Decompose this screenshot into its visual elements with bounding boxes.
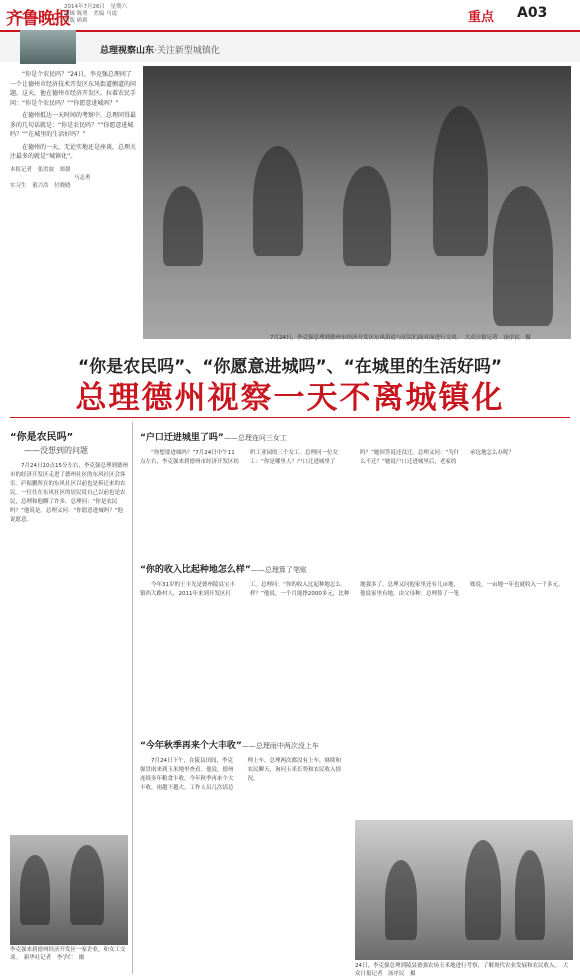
story-body: 7月24日10点15分左右，李克强总理到德州市的经济开发区走进了德州社区的东风社区会客室。庐振鹏所在的东风社区以前也是拆迁来的农民。一位住在东风社区的居民说自己以前也是农民，总理和他聊了许多。总理问：“你是农民吗？”他说是。总理又问：“你愿意进城吗？”他说愿意。: [10, 463, 128, 523]
story-title-text: “今年秋季再来个大丰收”: [140, 741, 242, 751]
field-photo: [355, 820, 573, 960]
issue-date: 2014年7月26日 星期六: [64, 4, 127, 10]
field-photo-caption: 24日，李克强总理到陵县德强农场玉米地进行考察，了解现代农业发展和农民收入。 大众日报记者 汤序民 摄: [355, 963, 569, 977]
story-body: “你想要进城吗？”7月24日中午11点左右，李克强来到德州市经济开发区纺织工业园的三个女工。总理问一位女工：“你是哪里人？户口迁进城里了吗？”她回答说还没迁。总理又问：“为什么不迁？”她说户口迁进城里后，老家的承包地怎么办呢？: [140, 450, 515, 465]
main-headline: 总理德州视察一天不离城镇化: [75, 380, 505, 416]
main-photo-caption: 7月24日，李克强总理到德州市经济开发区东风街道与居民们面对面进行交谈。 大众日报记者 汤序民 摄: [270, 335, 531, 341]
byline: [10, 166, 136, 190]
story-subtitle: ——总理连问三女工: [223, 434, 287, 442]
byline-line: 本报记者 张洪波 郑儒: [10, 166, 71, 173]
byline-line: 马志勇: [74, 174, 91, 181]
banner-title-text: 总理视察山东: [100, 46, 155, 56]
page-number: A03: [517, 5, 548, 21]
newspaper-logo: 齐鲁晚报: [6, 9, 70, 29]
byline-line: 实习生 董兴浩 付晓晓: [10, 182, 71, 189]
main-photo: [143, 66, 571, 339]
story-subtitle: ——总理算了笔账: [250, 566, 307, 574]
intro-paragraph: 在德州抵达一天时间的考察中，总理问得最多的几句话就是：“你是农民吗？”“你愿意进城吗？”“在城里的生活好吗？”: [10, 112, 137, 138]
section-banner-title: [100, 43, 220, 56]
banner-portrait-image: [20, 30, 76, 64]
divider: [10, 417, 570, 418]
story-title: [140, 738, 570, 751]
story-title: “你是农民吗”: [10, 432, 74, 443]
story-title: [140, 430, 570, 443]
editors-line-2: 组版 顾莉: [64, 18, 88, 24]
headline-kicker: “你是农民吗”、“你愿意进城吗”、“在城里的生活好吗”: [77, 357, 503, 377]
intro-column: [10, 70, 136, 190]
intro-paragraph: “你是个农民吗？”24日，李克强总理问了一个让德州市经济技术开发区东风街道侧道的问题。这天，他在德州市经济开发区，拉着农民手问：“你是个农民吗？”“你愿意进城吗？”: [10, 71, 137, 107]
editors-line-1: 编辑 陈勇 美编 马震: [64, 11, 117, 17]
factory-photo-caption: 李克强来到德州经济开发区一家企业，和女工交谈。 新华社记者 李学仁 摄: [10, 947, 126, 961]
story-body: 今年31岁的王丰光是德州陵县宝丰镇西大路村人，2011年来到开发区打工。总理问：“你的收入比起种地怎么样？”他说，一个月能挣2000多元，比种地强多了。总理又问他家里还有几亩地，他说家里有地，由父母种。总理算了一笔账说，一亩地一年也就收入一千多元。: [140, 582, 564, 597]
column-divider: [132, 422, 133, 974]
banner-subtitle-text: ·关注新型城镇化: [154, 46, 220, 56]
section-banner: [0, 32, 580, 62]
issue-meta: [64, 4, 127, 25]
story-title-text: “户口迁进城里了吗”: [140, 433, 224, 443]
story-title-text: “你的收入比起种地怎么样”: [140, 565, 251, 575]
intro-paragraph: 在德州的一天，无论实地还是座谈，总理关注最多的就是“城镇化”。: [10, 143, 137, 160]
story-block-3: [140, 562, 570, 731]
factory-photo: [10, 835, 128, 945]
story-subtitle: ——总理雨中两次没上车: [241, 742, 319, 750]
story-block-1: [10, 428, 128, 817]
story-block-2: [140, 430, 570, 559]
story-body: 7月24日下午，在陵县田间，李克强冒雨来到玉米地里查看。他说，德州连续多年粮食丰收，今年秋季再来个大丰收。雨越下越大，工作人员几次请总理上车，总理两次都没有上车，继续和农民聊天，询问玉米长势和农民收入情况。: [140, 758, 342, 791]
story-subtitle: ——没想到的问题: [24, 446, 88, 455]
story-title: [140, 562, 570, 575]
section-label: 重点: [468, 10, 495, 25]
